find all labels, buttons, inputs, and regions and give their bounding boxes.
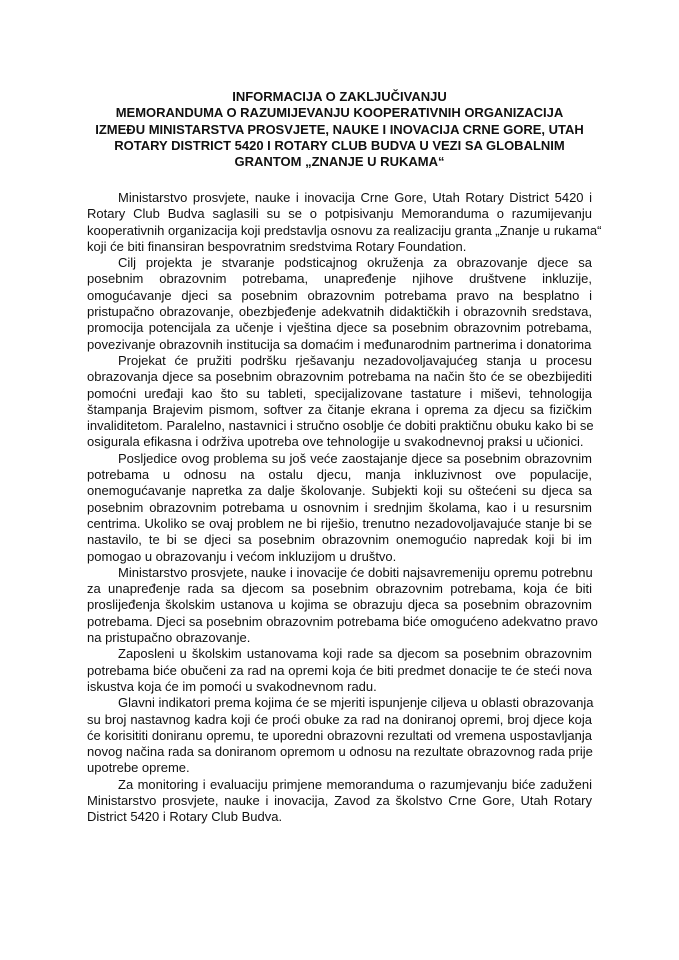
text-line: upotrebe opreme. [87, 760, 190, 776]
title-line: INFORMACIJA O ZAKLJUČIVANJU [232, 89, 447, 104]
paragraph [87, 190, 602, 255]
text-line: onemogućavanje napretka za dalje školovanje. Subjekti koji su oštećeni su djeca sa [87, 483, 592, 499]
text-line: povezivanje obrazovnih institucija sa domaćim i međunarodnim partnerima i donatorima [87, 336, 592, 352]
text-line: novog načina rada sa doniranom opremom u odnosu na rezultate obrazovnog rada prije [87, 744, 593, 760]
text-line: pristupačno obrazovanje, obezbjeđenje adekvatnih didaktičkih i obrazovnih sredstava, [87, 304, 592, 320]
text-line: posebnim obrazovnim potrebama, unapređenje njihove društvene inkluzije, [87, 271, 592, 287]
text-line: Ministarstvo prosvjete, nauke i inovacija, Zavod za školstvo Crne Gore, Utah Rotary [87, 792, 592, 808]
paragraph [87, 451, 592, 565]
text-line: potrebama u odnosu na ostalu djecu, manja inkluzivnost ove populacije, [87, 467, 592, 483]
text-line: Rotary Club Budva saglasili su se o potpisivanju Memoranduma o razumijevanju [87, 206, 592, 222]
text-line: centrima. Ukoliko se ovaj problem ne bi riješio, trenutno nezadovoljavajuće stanje bi se [87, 515, 592, 531]
title-line: ROTARY DISTRICT 5420 I ROTARY CLUB BUDVA U VEZI SA GLOBALNIM [114, 137, 565, 153]
text-line: Posljedice ovog problema su još veće zaostajanje djece sa posebnim obrazovnim [118, 450, 592, 466]
text-line: će korisititi doniranu opremu, te uporedni obrazovni rezultati od vremena uspostavljanja [87, 727, 592, 743]
text-line: iskustva koja će im pomoći u svakodnevnom radu. [87, 678, 377, 694]
text-line: proslijeđenja školskim ustanova u kojima se obrazuju djeca sa posebnim obrazovnim [87, 597, 592, 613]
text-line: nastavilo, te bi se djeci sa posebnim obrazovnim onemogućio napredak koji bi im [87, 532, 592, 548]
text-line: Projekat će pružiti podršku rješavanju nezadovoljavajućeg stanja u procesu [118, 352, 592, 368]
text-line: obrazovanja djece sa posebnim obrazovnim potrebama na način što će se obezbijediti [87, 369, 592, 385]
text-line: osigurala efikasna i održiva upotreba ove tehnologije u svakodnevnoj praksi u učionici. [87, 434, 584, 450]
text-line: omogućavanje djeci sa posebnim obrazovnim potrebama pravo na besplatno i [87, 287, 592, 303]
title-line: MEMORANDUMA O RAZUMIJEVANJU KOOPERATIVNIH ORGANIZACIJA [115, 105, 564, 121]
text-line: Ministarstvo prosvjete, nauke i inovacija Crne Gore, Utah Rotary District 5420 i [118, 190, 592, 205]
paragraph [87, 695, 592, 776]
text-line: potrebama. Djeci sa posebnim obrazovnim potrebama biće omogućeno adekvatno pravo [87, 613, 598, 629]
text-line: štampanja Brajevim pismom, softver za čitanje ekrana i oprema za djecu sa fizičkim [87, 401, 592, 417]
text-line: Ministarstvo prosvjete, nauke i inovacije će dobiti najsavremeniju opremu potrebnu [118, 564, 593, 580]
paragraph [87, 255, 592, 353]
text-line: koji će biti finansiran bespovratnim sredstvima Rotary Foundation. [87, 238, 467, 254]
text-line: kooperativnih organizacija koji predstavlja osnovu za realizaciju granta „Znanje u rukama“ [87, 222, 602, 238]
text-line: za unapređenje rada sa djecom sa posebnim obrazovnim potrebama, koja će biti [87, 581, 592, 597]
document-title [20, 89, 659, 170]
title-line: GRANTOM „ZNANJE U RUKAMA“ [234, 154, 445, 170]
paragraph [87, 646, 592, 695]
text-line: promocija potencijala za učenje i vještina djece sa posebnim obrazovnim potrebama, [87, 320, 592, 336]
text-line: na pristupačno obrazovanje. [87, 630, 251, 646]
paragraph [87, 353, 592, 451]
text-line: Za monitoring i evaluaciju primjene memoranduma o razumjevanju biće zaduženi [118, 776, 592, 792]
text-line: invaliditetom. Paralelno, nastavnici i stručno osoblje će dobiti praktičnu obuku kako bi se [87, 418, 594, 434]
paragraph [87, 777, 592, 826]
text-line: Zaposleni u školskim ustanovama koji rade sa djecom sa posebnim obrazovnim [118, 646, 592, 662]
text-line: posebnim obrazovnim potrebama u osnovnim i srednjim školama, kao i u resursnim [87, 499, 592, 515]
paragraph [87, 564, 598, 646]
text-line: pomogao u obrazovanju i većom inkluzijom u društvo. [87, 548, 397, 564]
text-line: su broj nastavnog kadra koji će proći obuke za rad na doniranoj opremi, broj djece koja [87, 711, 592, 727]
text-line: Glavni indikatori prema kojima će se mjeriti ispunjenje ciljeva u oblasti obrazovanja [118, 695, 594, 711]
document-body [87, 190, 602, 826]
text-line: potrebama biće obučeni za rad na opremi koja će biti predmet donacije te će steći nova [87, 662, 592, 678]
text-line: pomoćni uređaji kao što su tableti, specijalizovane tastature i miševi, tehnologija [87, 385, 592, 401]
text-line: District 5420 i Rotary Club Budva. [87, 809, 283, 825]
text-line: Cilj projekta je stvaranje podsticajnog okruženja za obrazovanje djece sa [118, 255, 592, 271]
title-line: IZMEĐU MINISTARSTVA PROSVJETE, NAUKE I INOVACIJA CRNE GORE, UTAH [95, 121, 584, 137]
